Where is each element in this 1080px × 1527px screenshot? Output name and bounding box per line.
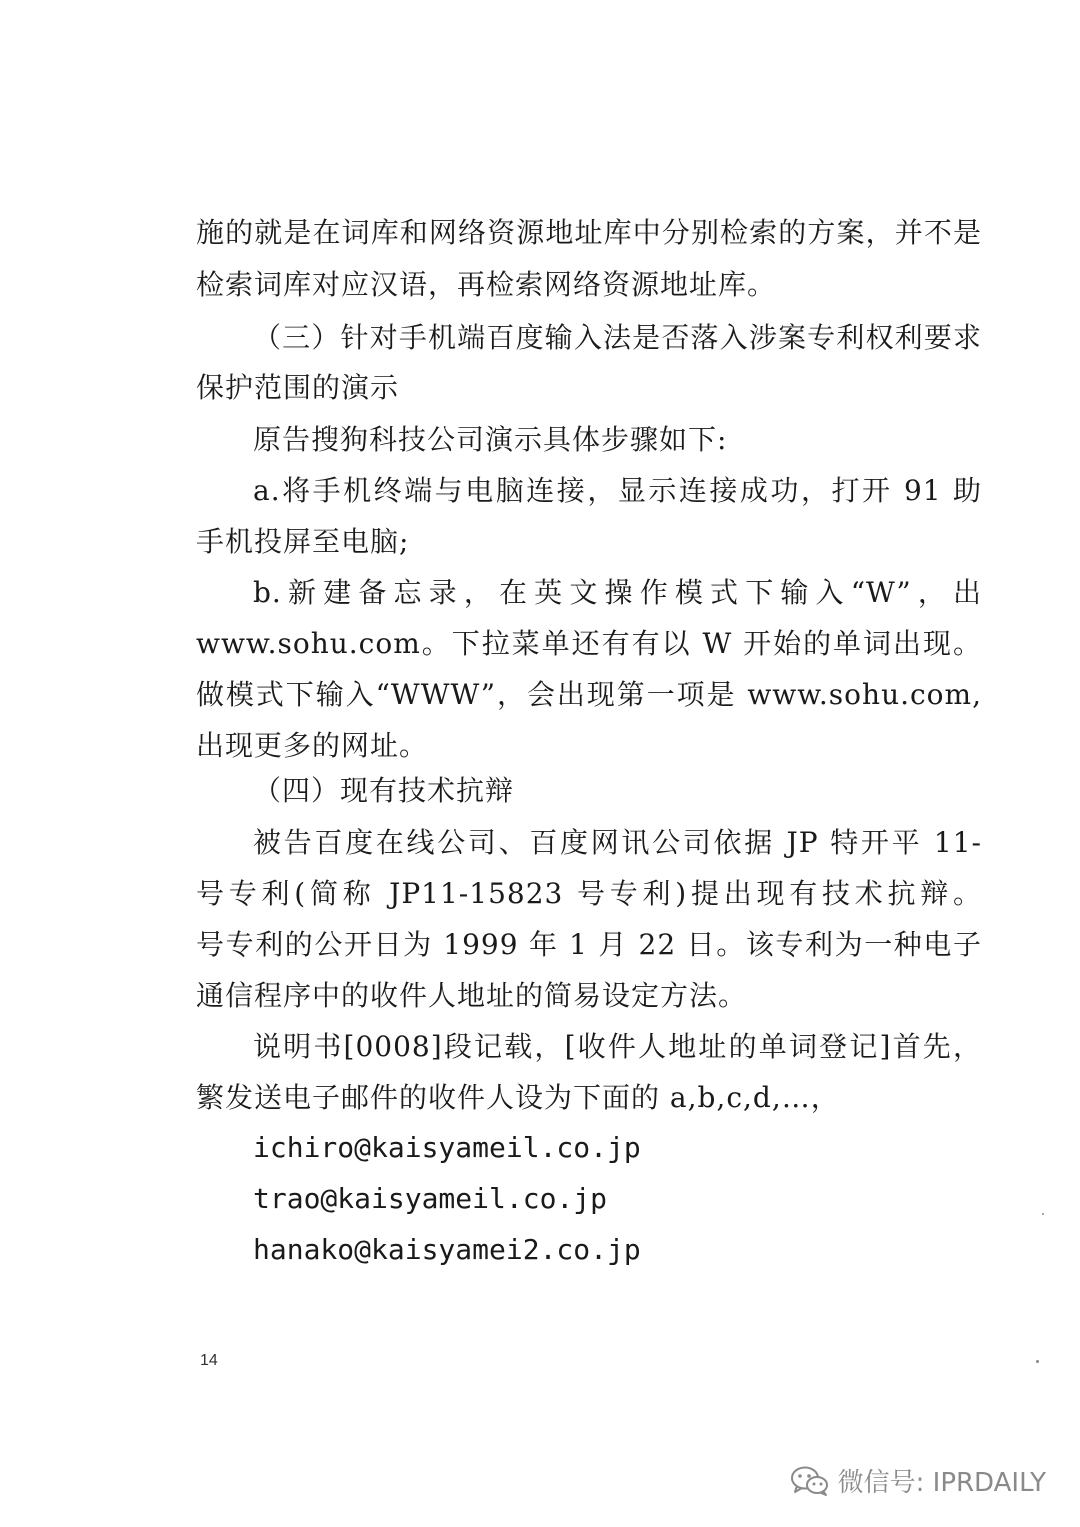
page-number: 14 <box>200 1352 218 1369</box>
wechat-icon <box>790 1465 830 1497</box>
watermark <box>790 1462 1046 1499</box>
section-heading-3-line-2: 保护范围的演示 <box>196 371 400 404</box>
scan-speck <box>1042 1213 1044 1215</box>
step-a-line-2: 手机投屏至电脑; <box>196 525 410 558</box>
paragraph-line-15: 号专利的公开日为 1999 年 1 月 22 日。该专利为一种电子 <box>196 928 982 961</box>
email-address-3: hanako@kaisyamei2.co.jp <box>253 1233 641 1266</box>
scan-speck <box>1036 1360 1039 1363</box>
watermark-text: 微信号: IPRDAILY <box>837 1468 1046 1498</box>
paragraph-line-13: 被告百度在线公司、百度网讯公司依据 JP 特开平 11- <box>253 826 982 859</box>
email-address-1: ichiro@kaisyameil.co.jp <box>253 1131 641 1164</box>
paragraph-line-2: 检索词库对应汉语，再检索网络资源地址库。 <box>196 268 777 301</box>
section-heading-3-line-1: （三）针对手机端百度输入法是否落入涉案专利权利要求 <box>253 321 982 354</box>
paragraph-line-5: 原告搜狗科技公司演示具体步骤如下: <box>253 423 728 456</box>
step-b-line-3: 做模式下输入“WWW”，会出现第一项是 www.sohu.com, <box>196 678 982 711</box>
step-a-line-1: a.将手机终端与电脑连接，显示连接成功，打开 91 助 <box>253 474 982 507</box>
email-address-2: trao@kaisyameil.co.jp <box>253 1182 608 1215</box>
paragraph-line-1: 施的就是在词库和网络资源地址库中分别检索的方案，并不是 <box>196 216 982 249</box>
step-b-line-1: b.新建备忘录，在英文操作模式下输入“W”，出 <box>253 576 982 609</box>
paragraph-line-14: 号专利(简称 JP11-15823 号专利)提出现有技术抗辩。 <box>196 877 982 910</box>
paragraph-line-17: 说明书[0008]段记载，[收件人地址的单词登记]首先， <box>253 1030 982 1063</box>
step-b-line-2: www.sohu.com。下拉菜单还有有以 W 开始的单词出现。 <box>196 627 982 660</box>
paragraph-line-18: 繁发送电子邮件的收件人设为下面的 a,b,c,d,…， <box>196 1081 840 1114</box>
section-heading-4: （四）现有技术抗辩 <box>253 774 515 807</box>
paragraph-line-16: 通信程序中的收件人地址的简易设定方法。 <box>196 979 748 1012</box>
step-b-line-4: 出现更多的网址。 <box>196 729 429 762</box>
